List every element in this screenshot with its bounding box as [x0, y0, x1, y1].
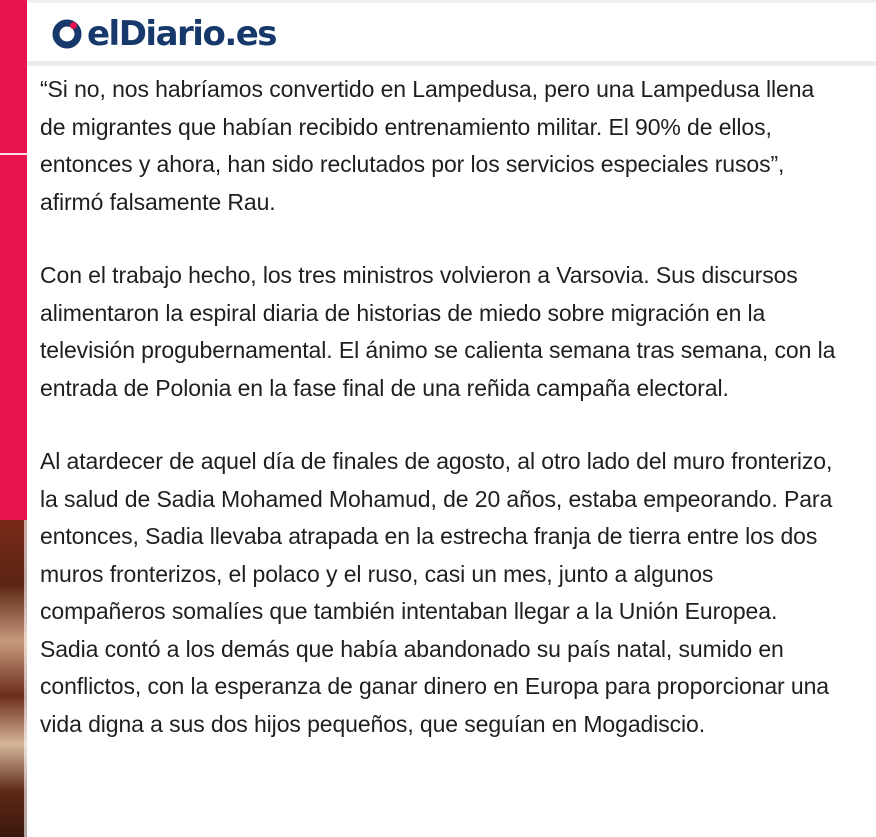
eldiario-o-icon [52, 19, 82, 49]
article-paragraph-3: Al atardecer de aquel día de finales de agosto, al otro lado del muro fronterizo, la salud de Sadia Mohamed Mohamud, de 20 años, estaba empeorando. Para entonces, Sadia llevaba atrapada en la estrecha franja de tierra entre los dos muros fronterizos, el polaco y el ruso, casi un mes, junto a algunos compañeros somalíes que también intentaban llegar a la Unión Europea. Sadia contó a los demás que había abandonado su país natal, sumido en conflictos, con la esperanza de ganar dinero en Europa para proporcionar una vida digna a sus dos hijos pequeños, que seguían en Mogadiscio. [40, 448, 833, 737]
article-body [40, 71, 840, 779]
article-paragraph-2: Con el trabajo hecho, los tres ministros volvieron a Varsovia. Sus discursos alimentaron la espiral diaria de historias de miedo sobre migración en la televisión progubernamental. El ánimo se calienta semana tras semana, con la entrada de Polonia en la fase final de una reñida campaña electoral. [40, 262, 836, 401]
header-top-border [27, 0, 876, 3]
site-header [27, 0, 876, 66]
header-bottom-border [27, 61, 876, 66]
side-photo-fragment [0, 520, 27, 837]
site-logo-link[interactable] [52, 12, 276, 56]
site-logo-text: elDiario.es [87, 14, 277, 54]
side-panel-divider [0, 153, 27, 155]
left-side-panel [0, 0, 27, 837]
article-paragraph-1: “Si no, nos habríamos convertido en Lampedusa, pero una Lampedusa llena de migrantes que habían recibido entrenamiento militar. El 90% de ellos, entonces y ahora, han sido reclutados por los servicios especiales rusos”, afirmó falsamente Rau. [40, 76, 815, 215]
